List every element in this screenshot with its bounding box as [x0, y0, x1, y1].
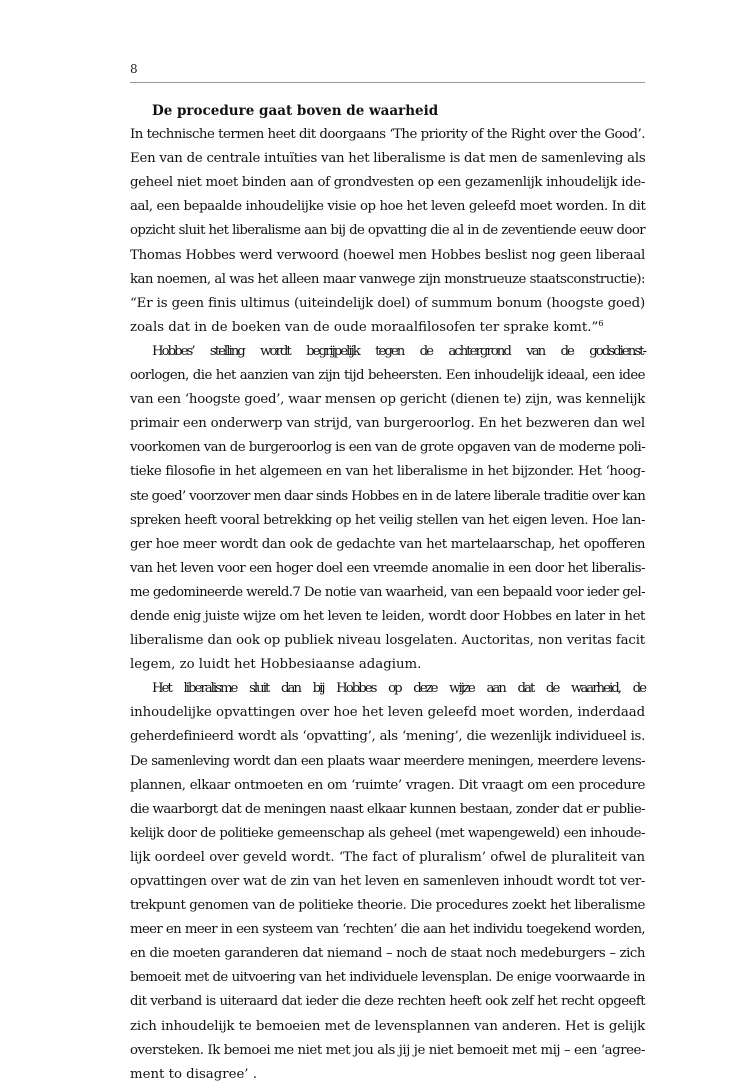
text-line: dende enig juiste wijze om het leven te leiden, wordt door Hobbes en later in het: [130, 608, 645, 624]
text-line: van het leven voor een hoger doel een vreemde anomalie in een door het liberalis-: [130, 560, 645, 576]
text-line: Hobbes’ stelling wordt begrijpelijk tegen de achtergrond van de godsdienst-: [152, 343, 645, 359]
text-line: primair een onderwerp van strijd, van burgeroorlog. En het bezweren dan wel: [130, 416, 645, 432]
text-line: Thomas Hobbes werd verwoord (hoewel men Hobbes beslist nog geen liberaal: [130, 247, 645, 263]
text-line: opzicht sluit het liberalisme aan bij de opvatting die al in de zeventiende eeuw door: [130, 223, 645, 239]
text-line: die waarborgt dat de meningen naast elkaar kunnen bestaan, zonder dat er publie-: [130, 801, 645, 817]
page-number: 8: [130, 62, 138, 76]
text-line: bemoeit met de uitvoering van het individuele levensplan. De enige voorwaarde in: [130, 970, 645, 986]
text-line: “Er is geen finis ultimus (uiteindelijk doel) of summum bonum (hoogste goed): [130, 295, 645, 311]
footnote-marker: 6: [598, 318, 604, 329]
text-line: lijk oordeel over geveld wordt. ‘The fact of pluralism’ ofwel de pluraliteit van: [130, 849, 645, 865]
text-line: trekpunt genomen van de politieke theorie. Die procedures zoekt het liberalisme: [130, 898, 645, 914]
paragraph-3: [130, 677, 645, 1087]
text-line: De samenleving wordt dan een plaats waar meerdere meningen, meerdere levens-: [130, 753, 645, 769]
text-line: en die moeten garanderen dat niemand – noch de staat noch medeburgers – zich: [130, 946, 645, 962]
text-line: tieke filosofie in het algemeen en van het liberalisme in het bijzonder. Het ‘hoog-: [130, 464, 645, 480]
text-line: Een van de centrale intuïties van het liberalisme is dat men de samenleving als: [130, 151, 646, 167]
text-line: geherdefinieerd wordt als ‘opvatting’, als ‘mening’, die wezenlijk individueel is.: [130, 729, 645, 745]
text-line: oversteken. Ik bemoei me niet met jou als jij je niet bemoeit met mij – een ‘agree-: [130, 1042, 645, 1058]
text-line: inhoudelijke opvattingen over hoe het leven geleefd moet worden, inderdaad: [130, 705, 645, 721]
text-line: voorkomen van de burgeroorlog is een van de grote opgaven van de moderne poli-: [130, 440, 646, 456]
text-line: [130, 316, 645, 340]
text-line: liberalisme dan ook op publiek niveau losgelaten. Auctoritas, non veritas facit: [130, 633, 645, 649]
text-line: aal, een bepaalde inhoudelijke visie op hoe het leven geleefd moet worden. In dit: [130, 199, 646, 215]
text-line: me gedomineerde wereld.7 De notie van waarheid, van een bepaald voor ieder gel-: [130, 584, 645, 600]
text-line: zich inhoudelijk te bemoeien met de levensplannen van anderen. Het is gelijk: [130, 1018, 645, 1034]
text-line: kan noemen, al was het alleen maar vanwege zijn monstrueuze staatsconstructie):: [130, 271, 645, 287]
text-line-content: zoals dat in de boeken van de oude moraalfilosofen ter sprake komt.”: [130, 319, 599, 335]
text-line: dit verband is uiteraard dat ieder die deze rechten heeft ook zelf het recht opgeeft: [130, 994, 645, 1010]
text-line: plannen, elkaar ontmoeten en om ‘ruimte’ vragen. Dit vraagt om een procedure: [130, 777, 645, 793]
text-line: legem, zo luidt het Hobbesiaanse adagium.: [130, 657, 422, 673]
paragraph-1: [130, 123, 645, 340]
text-line: ger hoe meer wordt dan ook de gedachte van het martelaarschap, het opofferen: [130, 536, 645, 552]
section-heading: De procedure gaat boven de waarheid: [152, 103, 439, 119]
running-header: [130, 60, 645, 83]
text-line: ment to disagree’ .: [130, 1066, 257, 1082]
text-line: kelijk door de politieke gemeenschap als geheel (met wapengeweld) een inhoude-: [130, 825, 645, 841]
text-line: spreken heeft vooral betrekking op het veilig stellen van het eigen leven. Hoe lan-: [130, 512, 645, 528]
text-line: oorlogen, die het aanzien van zijn tijd beheersten. Een inhoudelijk ideaal, een idee: [130, 368, 645, 384]
text-line: geheel niet moet binden aan of grondvesten op een gezamenlijk inhoudelijk ide-: [130, 175, 645, 191]
main-text: [130, 99, 645, 1087]
text-line: van een ‘hoogste goed’, waar mensen op gericht (dienen te) zijn, was kennelijk: [130, 392, 645, 408]
text-line: meer en meer in een systeem van ‘rechten’ die aan het individu toegekend worden,: [130, 922, 645, 938]
text-line: In technische termen heet dit doorgaans ‘The priority of the Right over the Good’.: [130, 127, 645, 143]
text-line: opvattingen over wat de zin van het leven en samenleven inhoudt wordt tot ver-: [130, 874, 645, 889]
text-line: Het liberalisme sluit dan bij Hobbes op deze wijze aan dat de waarheid, de: [152, 681, 645, 697]
paragraph-2: [130, 340, 645, 677]
text-line: ste goed’ voorzover men daar sinds Hobbes en in de latere liberale traditie over kan: [130, 488, 646, 504]
